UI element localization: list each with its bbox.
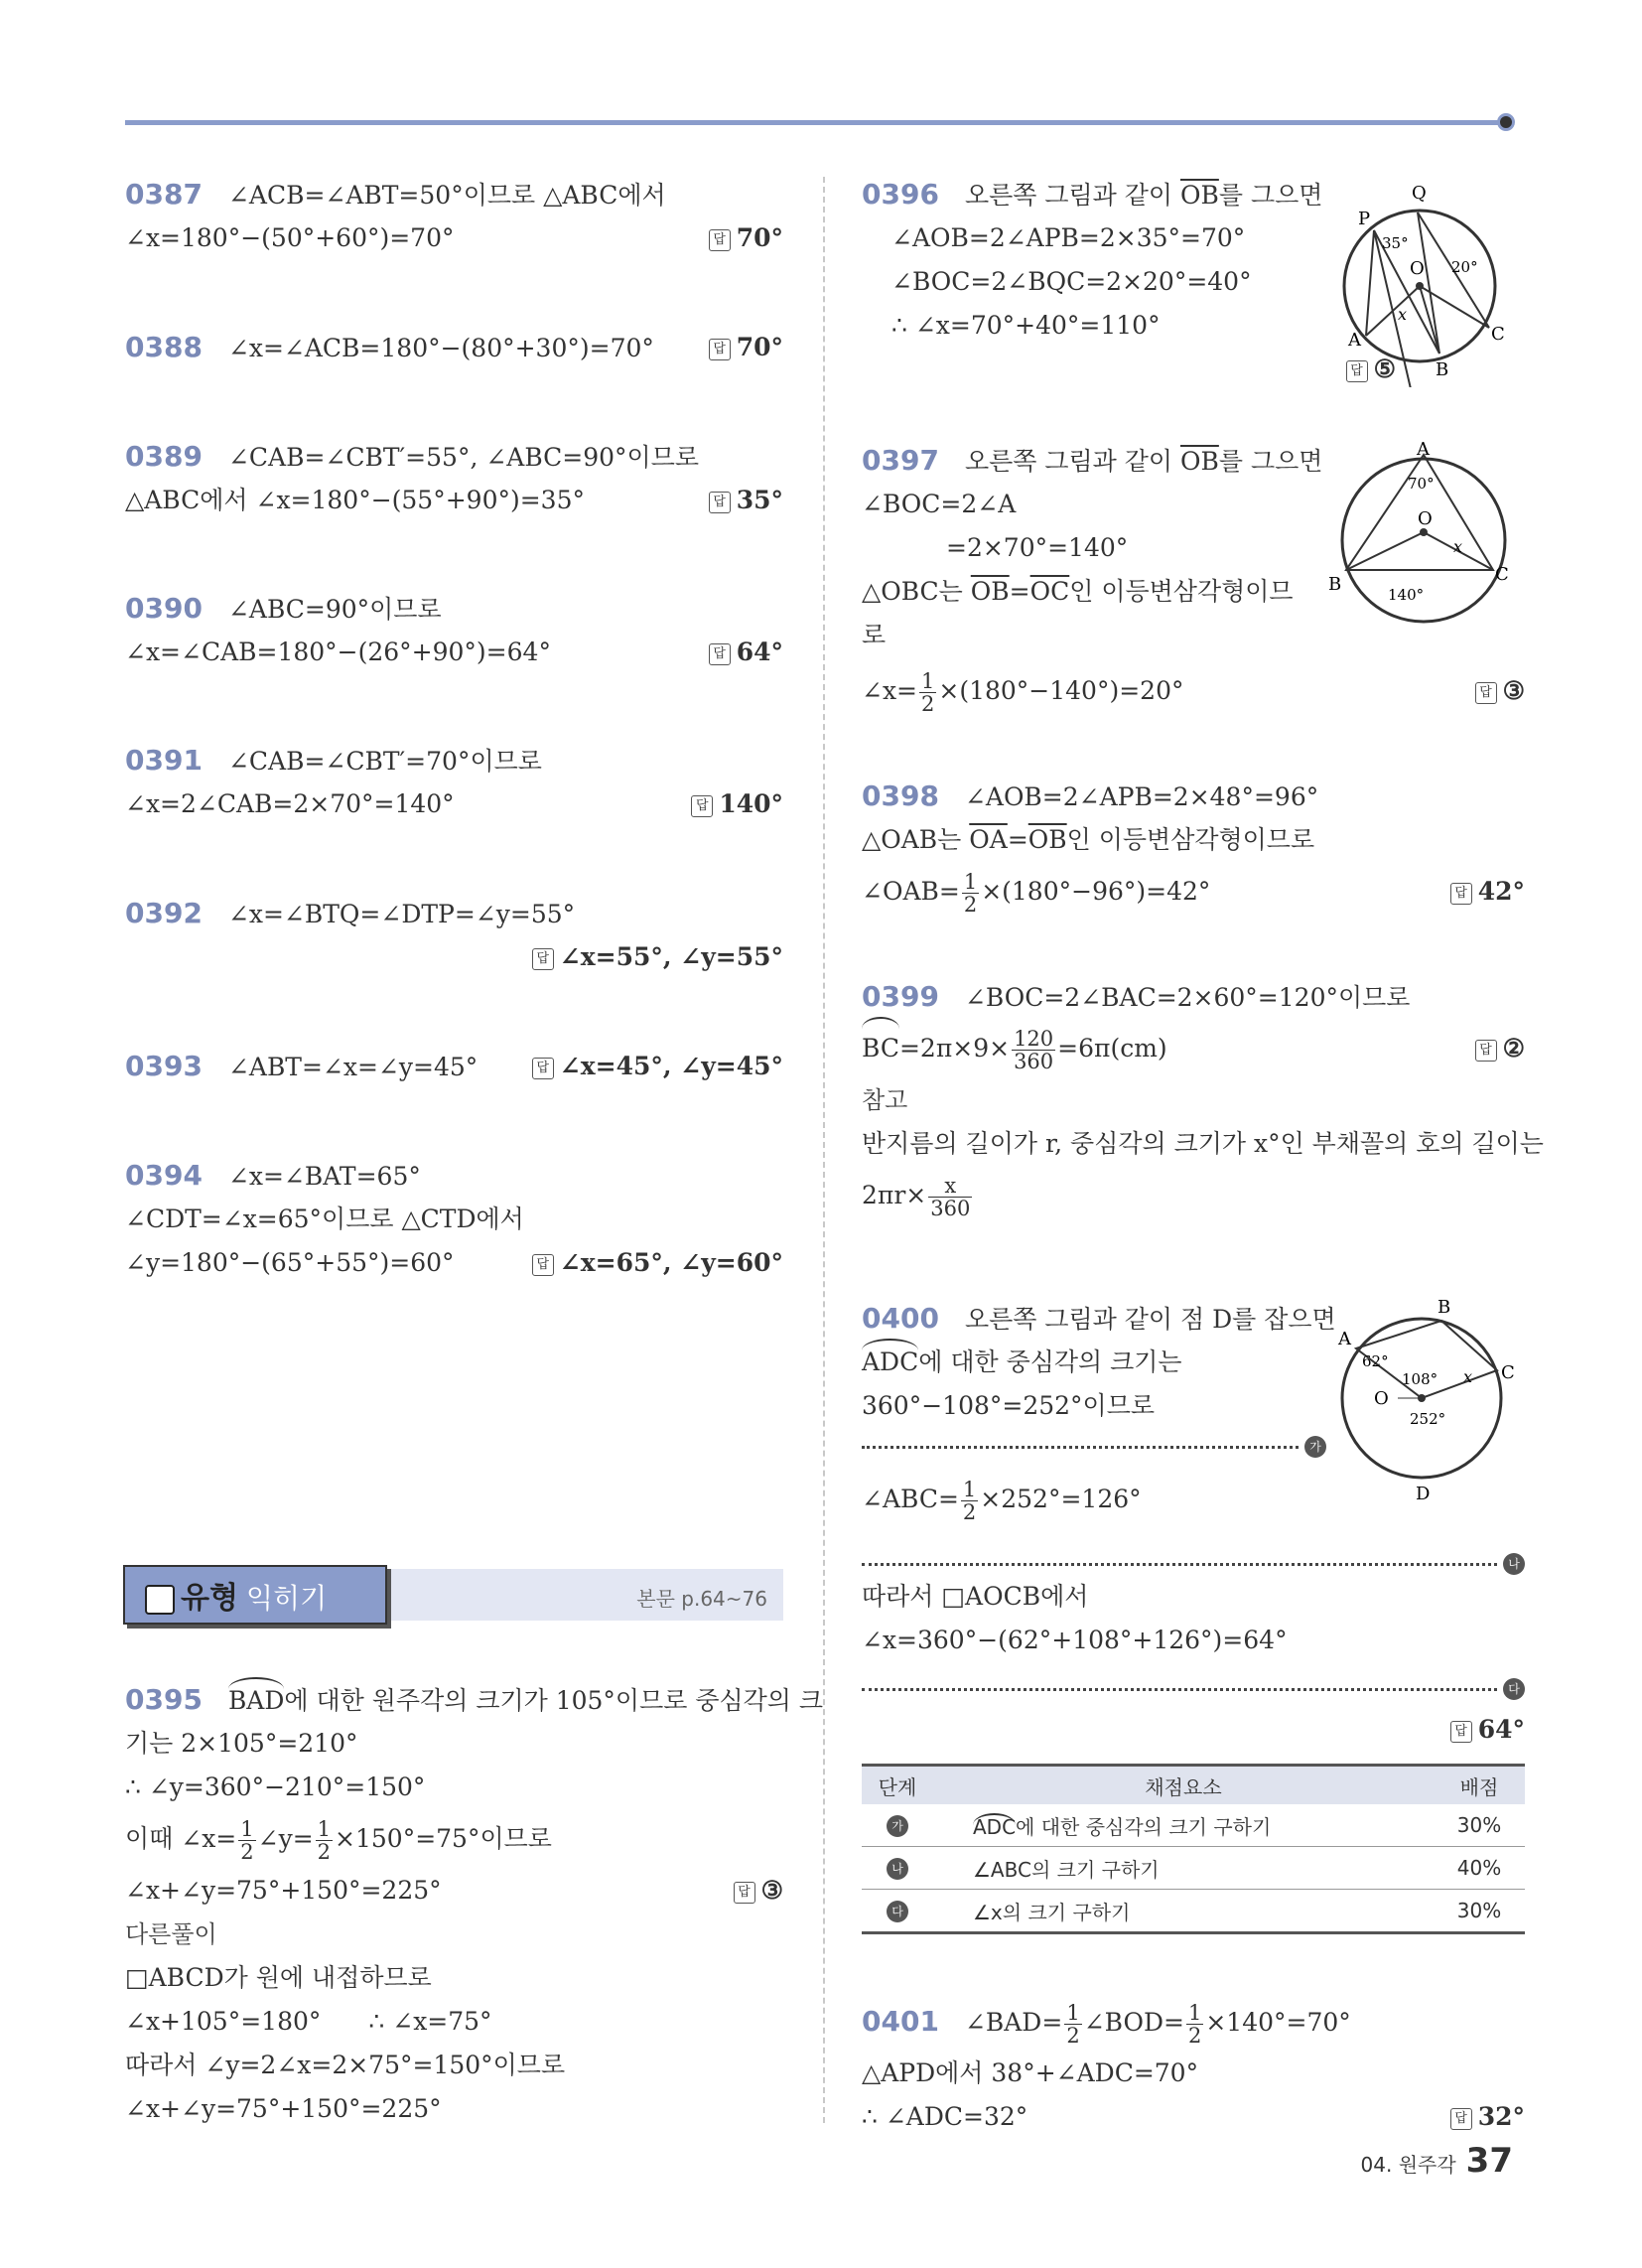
answer-tag-icon: 답 <box>532 1254 554 1276</box>
step-marker-icon: 다 <box>1503 1678 1525 1700</box>
table-row: 나 ∠ABC의 크기 구하기 40% <box>862 1847 1525 1890</box>
step-marker-icon: 나 <box>887 1858 908 1880</box>
answer: 답 ∠x=45°, ∠y=45° <box>532 1045 783 1088</box>
figure-0397 <box>1324 441 1513 639</box>
solution-text: 따라서 □AOCB에서 <box>862 1582 1089 1611</box>
svg-text:O: O <box>1410 258 1425 279</box>
problem-0401: 0401 ∠BAD= $\frac{1}{2}$ ∠BOD= $\frac{1}{2}$ ×140°=70° △APD에서 38°+∠ADC=70° ∴ ∠ADC=32° 답 32° <box>862 1992 1525 2139</box>
page-number: 37 <box>1465 2141 1513 2181</box>
solution-text: ∠BOC=2∠BQC=2×20°=40° <box>891 267 1252 296</box>
answer: 답 70° <box>709 326 783 369</box>
answer-tag-icon: 답 <box>709 492 731 513</box>
svg-text:O: O <box>1418 508 1433 529</box>
solution-text: ∴ ∠x=75° <box>368 2007 492 2036</box>
fraction: $\frac{1}{2}$ <box>963 870 978 917</box>
problem-number: 0389 <box>125 440 203 473</box>
svg-text:A: A <box>1338 1329 1351 1349</box>
answer-tag-icon: 답 <box>1450 883 1472 905</box>
answer: 답 ∠x=55°, ∠y=55° <box>532 935 783 979</box>
figure-0396 <box>1340 177 1509 387</box>
svg-text:C: C <box>1501 1362 1515 1383</box>
section-name: 04. 원주각 <box>1360 2153 1456 2177</box>
problem-number: 0398 <box>862 780 939 812</box>
answer-tag-icon: 답 <box>709 339 731 360</box>
problem-0400-cont: ∠ABC= $\frac{1}{2}$ ×252°=126° 나 <box>862 1470 1525 1529</box>
problem-0390 <box>125 587 783 674</box>
step-marker-icon: 가 <box>1304 1436 1326 1458</box>
table-header: 채점요소 <box>933 1766 1434 1805</box>
answer-tag-icon: 답 <box>691 795 713 817</box>
solution-text: ∠x=2∠CAB=2×70°=140° <box>125 789 455 818</box>
step-marker-icon: 나 <box>1503 1553 1525 1575</box>
problem-number: 0399 <box>862 980 939 1013</box>
table-header: 배점 <box>1434 1766 1525 1805</box>
problem-0400-cont2 <box>862 1575 1525 1696</box>
solution-text: ∴ ∠x=70°+40°=110° <box>891 311 1161 340</box>
problem-0395: 0395 BAD에 대한 원주각의 크기가 105°이므로 중심각의 크 기는 2×105°=210° ∴ ∠y=360°−210°=150° 이때 ∠x= $\frac{1}{2}$ ∠y= $\frac{1}{2}$ ×150°=75°이므로 ∠x+∠y=75°+150°=225° 답 ③ 다른풀이 □ABCD가 원에 내접하므로 ∠x+105°=180° ∴ ∠x=75° 따라서 ∠y=2∠x=2×75°=150°이므로 ∠x+∠y=75°+150°=225° <box>125 1678 783 2131</box>
answer: 답 35° <box>709 479 783 522</box>
step-divider <box>862 1678 1525 1700</box>
answer: 답 42° <box>1450 862 1525 921</box>
section-banner <box>125 1569 783 1621</box>
problem-number: 0395 <box>125 1683 203 1716</box>
problem-number: 0401 <box>862 2005 939 2038</box>
answer: 답 140° <box>691 782 783 826</box>
problem-0392 <box>125 892 783 979</box>
svg-text:108°: 108° <box>1402 1370 1438 1388</box>
svg-text:A: A <box>1417 441 1430 460</box>
header-rule <box>125 120 1508 125</box>
fraction: $\frac{1}{2}$ <box>1066 2001 1080 2048</box>
solution-text: =2×70°=140° <box>946 533 1129 562</box>
fraction: $\frac{1}{2}$ <box>317 1817 332 1864</box>
step-divider <box>862 1553 1525 1575</box>
solution-text: ∠x=∠BAT=65° <box>227 1162 421 1191</box>
banner-title: 유형 <box>181 1581 238 1616</box>
svg-text:252°: 252° <box>1410 1410 1446 1428</box>
svg-text:B: B <box>1328 574 1342 595</box>
solution-text: ∠CDT=∠x=65°이므로 △CTD에서 <box>125 1205 524 1233</box>
svg-text:P: P <box>1358 209 1371 229</box>
problem-0397: 0397 오른쪽 그림과 같이 $\overline{OB}$를 그으면 ∠BOC=2∠A =2×70°=140° △OBC는 $\overline{OB}=\overline{OC}$인 이등변삼각형이므 로 <box>862 444 1323 649</box>
svg-text:C: C <box>1495 564 1509 585</box>
problem-number: 0391 <box>125 744 203 777</box>
banner-box <box>123 1565 387 1625</box>
problem-0388 <box>125 326 783 369</box>
page-reference: 본문 p.64~76 <box>636 1587 767 1611</box>
answer-tag-icon: 답 <box>734 1882 755 1904</box>
book-icon <box>145 1585 175 1615</box>
table-row: 가 ADC에 대한 중심각의 크기 구하기 30% <box>862 1804 1525 1847</box>
problem-0387 <box>125 173 783 260</box>
svg-text:A: A <box>1348 330 1361 351</box>
answer-row-0400 <box>862 1708 1525 1752</box>
problem-0394 <box>125 1154 783 1285</box>
problem-number: 0390 <box>125 592 203 625</box>
solution-text: ∠x=180°−(50°+60°)=70° <box>125 223 455 252</box>
solution-text: 360°−108°=252°이므로 <box>862 1391 1155 1420</box>
answer-tag-icon: 답 <box>709 229 731 251</box>
alternate-solution-label: 다른풀이 <box>125 1920 217 1948</box>
svg-text:35°: 35° <box>1382 234 1409 252</box>
problem-0389 <box>125 435 783 522</box>
step-marker-icon: 다 <box>887 1901 908 1922</box>
solution-text: ∠ABC=90°이므로 <box>227 595 442 624</box>
solution-text: △APD에서 38°+∠ADC=70° <box>862 2058 1199 2087</box>
note-text: 반지름의 길이가 r, 중심각의 크기가 x°인 부채꼴의 호의 길이는 <box>862 1129 1544 1158</box>
fraction: $\frac{120}{360}$ <box>1014 1027 1054 1073</box>
svg-text:D: D <box>1416 1484 1431 1503</box>
solution-text: ∠x+∠y=75°+150°=225° <box>125 2094 442 2123</box>
step-divider <box>862 1436 1326 1458</box>
solution-text: ∠ACB=∠ABT=50°이므로 △ABC에서 <box>227 181 666 210</box>
problem-0400: 0400 오른쪽 그림과 같이 점 D를 잡으면 ADC에 대한 중심각의 크기는 360°−108°=252°이므로 가 <box>862 1297 1326 1428</box>
solution-text: 기는 2×105°=210° <box>125 1729 358 1758</box>
solution-text: ∠AOB=2∠APB=2×48°=96° <box>964 782 1319 811</box>
solution-text: ∠CAB=∠CBT′=70°이므로 <box>227 747 542 776</box>
answer-tag-icon: 답 <box>1475 682 1497 704</box>
problem-number: 0394 <box>125 1159 203 1192</box>
problem-number: 0396 <box>862 178 939 211</box>
answer-row-0397: ∠x= $\frac{1}{2}$ ×(180°−140°)=20° 답 ③ <box>862 661 1525 721</box>
svg-text:x: x <box>1398 305 1408 324</box>
arc-label: BAD <box>228 1679 284 1723</box>
svg-text:C: C <box>1491 324 1505 345</box>
answer-tag-icon: 답 <box>1475 1040 1497 1062</box>
svg-text:B: B <box>1437 1297 1451 1318</box>
solution-text: △ABC에서 ∠x=180°−(55°+90°)=35° <box>125 486 585 514</box>
column-divider <box>823 177 825 2123</box>
solution-text: ∠x=∠BTQ=∠DTP=∠y=55° <box>227 900 576 928</box>
solution-text: 오른쪽 그림과 같이 점 D를 잡으면 <box>964 1305 1336 1334</box>
svg-text:x: x <box>1453 537 1463 556</box>
arc-label: ADC <box>862 1341 918 1384</box>
solution-text: ∠x=∠CAB=180°−(26°+90°)=64° <box>125 638 551 666</box>
answer: 답 64° <box>709 631 783 674</box>
svg-text:140°: 140° <box>1388 586 1425 604</box>
solution-text: ∠AOB=2∠APB=2×35°=70° <box>891 223 1246 252</box>
svg-text:20°: 20° <box>1451 258 1478 276</box>
problem-number: 0388 <box>125 331 203 363</box>
solution-text: ∴ ∠y=360°−210°=150° <box>125 1772 426 1801</box>
problem-0391 <box>125 739 783 826</box>
problem-number: 0393 <box>125 1050 203 1082</box>
svg-text:62°: 62° <box>1362 1352 1389 1370</box>
header-rule-dot <box>1497 113 1515 131</box>
note-label: 참고 <box>862 1086 908 1114</box>
solution-text: ∠x+105°=180° <box>125 2007 322 2036</box>
solution-text: ∠ABT=∠x=∠y=45° <box>227 1053 479 1081</box>
page-footer <box>1361 2141 1513 2181</box>
solution-text: ∠BOC=2∠A <box>862 490 1017 518</box>
answer-tag-icon: 답 <box>709 643 731 665</box>
answer: 답 32° <box>1450 2095 1525 2139</box>
svg-text:Q: Q <box>1412 183 1427 204</box>
problem-0399: 0399 ∠BOC=2∠BAC=2×60°=120°이므로 BC=2π×9× $\frac{120}{360}$ =6π(cm) 답 ② 참고 반지름의 길이가 r, 중심각의 크기가 x°인 부채꼴의 호의 길이는 2πr× $\frac{x}{360}$ <box>862 980 1544 1220</box>
answer-tag-icon: 답 <box>1450 1721 1472 1743</box>
solution-text: ∠y=180°−(65°+55°)=60° <box>125 1248 455 1277</box>
problem-0396: 0396 오른쪽 그림과 같이 $\overline{OB}$를 그으면 ∠AOB=2∠APB=2×35°=70° ∠BOC=2∠BQC=2×20°=40° ∴ ∠x=70°+40°=110° <box>862 178 1323 340</box>
solution-text: ∠BOC=2∠BAC=2×60°=120°이므로 <box>964 983 1411 1012</box>
arc-label: BC <box>862 1019 899 1078</box>
problem-number: 0392 <box>125 897 203 929</box>
problem-number: 0387 <box>125 178 203 211</box>
solution-text: ∠CAB=∠CBT′=55°, ∠ABC=90°이므로 <box>227 443 700 472</box>
problem-0393 <box>125 1045 783 1088</box>
step-marker-icon: 가 <box>887 1815 908 1837</box>
problem-number: 0400 <box>862 1302 939 1335</box>
solution-text: ∠x+∠y=75°+150°=225° <box>125 1876 442 1905</box>
solution-text: ∠x=360°−(62°+108°+126°)=64° <box>862 1626 1288 1654</box>
answer-tag-icon: 답 <box>1346 360 1368 382</box>
scoring-table <box>862 1764 1525 1934</box>
answer: 답 64° <box>1450 1708 1525 1752</box>
solution-text: 따라서 ∠y=2∠x=2×75°=150°이므로 <box>125 2051 566 2079</box>
fraction: $\frac{1}{2}$ <box>962 1478 977 1524</box>
table-row: 다 ∠x의 크기 구하기 30% <box>862 1890 1525 1933</box>
answer-tag-icon: 답 <box>532 948 554 970</box>
table-header: 단계 <box>862 1766 933 1805</box>
answer: 답 ③ <box>734 1869 783 1913</box>
answer: 답 ⑤ <box>1346 348 1396 391</box>
banner-subtitle: 익히기 <box>245 1582 328 1615</box>
svg-text:O: O <box>1374 1388 1389 1409</box>
problem-0398: 0398 ∠AOB=2∠APB=2×48°=96° △OAB는 $\overline{OA}=\overline{OB}$인 이등변삼각형이므로 ∠OAB= $\frac{1}{2}$ ×(180°−96°)=42° 답 42° <box>862 775 1525 921</box>
answer: 답 70° <box>709 216 783 260</box>
solution-text: □ABCD가 원에 내접하므로 <box>125 1963 432 1992</box>
fraction: $\frac{1}{2}$ <box>240 1817 254 1864</box>
solution-text: ∴ ∠ADC=32° <box>862 2102 1028 2131</box>
solution-text: 에 대한 원주각의 크기가 105°이므로 중심각의 크 <box>284 1686 824 1715</box>
fraction: $\frac{1}{2}$ <box>1187 2001 1202 2048</box>
answer-tag-icon: 답 <box>1450 2108 1472 2130</box>
svg-text:B: B <box>1436 359 1449 380</box>
fraction: $\frac{1}{2}$ <box>921 669 935 716</box>
problem-number: 0397 <box>862 444 939 477</box>
answer: 답 ∠x=65°, ∠y=60° <box>532 1241 783 1285</box>
answer-tag-icon: 답 <box>532 1058 554 1079</box>
fraction: $\frac{x}{360}$ <box>930 1174 971 1220</box>
answer: 답 ② <box>1475 1019 1525 1078</box>
svg-text:x: x <box>1463 1367 1473 1386</box>
solution-text: ∠x=∠ACB=180°−(80°+30°)=70° <box>227 334 654 362</box>
answer: 답 ③ <box>1475 661 1525 721</box>
svg-text:70°: 70° <box>1408 475 1435 493</box>
